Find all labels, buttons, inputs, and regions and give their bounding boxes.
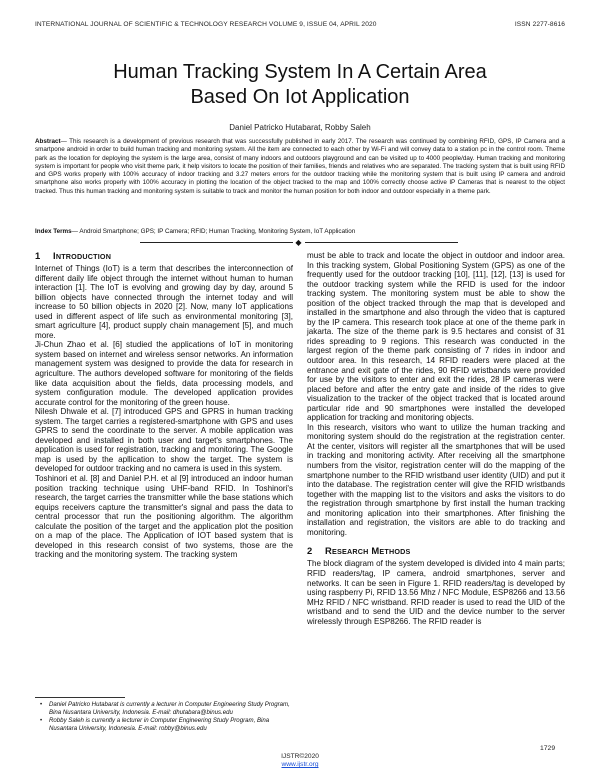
index-terms-text: — Android Smartphone; GPS; IP Camera; RFID; Human Tracking, Monitoring System, IoT Application (71, 228, 356, 235)
page-number: 1729 (540, 745, 556, 752)
right-column (307, 251, 565, 626)
page-footer (250, 753, 350, 769)
section-number: 2 (307, 545, 313, 557)
paragraph: Toshinori et al. [8] and Daniel P.H. et al [9] introduced an indoor human position tracking technique using UHF-band RFID. In Toshinori's research, the target carries the transmitter while the base stations which equips receivers capture the transmitter's signal and pass the data to central processor that run the positioning algorithm. The algorithm calculate the position of the target and the application plot the position on a map of the place. The Application of IOT based system that is developed in this research consist of two systems, those are the tracking and the monitoring system. The tracking system (35, 474, 293, 560)
paragraph: Internet of Things (IoT) is a term that describes the interconnection of different daily life object through the internet without human to human interaction [1]. The IoT is evolving and growing day by day, around 5 billion objects have connected through the internet today and will increase to 50 billion objects in 2020 [2]. Now, many IoT applications used in different aspect of life such as environmental monitoring [3], smart agriculture [4], product supply chain management [5], and much more. (35, 264, 293, 340)
paragraph: The block diagram of the system developed is divided into 4 main parts; RFID readers/tag, IP camera, android smartphones, server and networks. It can be seen in Figure 1. RFID readers/tag is developed by using raspberry Pi, RFID 13.56 Mhz / NFC Module, ESP8266 and 13.56 MHz RFID / NFC wristband. RFID reader is used to read the UID of the wristband and to send the UID and the device number to the server wirelessly through ESP8266. The RFID reader is (307, 559, 565, 626)
section-title-rest-2: ETHODS (379, 547, 411, 557)
left-column (35, 248, 293, 560)
title-line-2: Based On Iot Application (190, 86, 410, 108)
issn-number: ISSN 2277-8616 (514, 21, 565, 28)
section-heading-research-methods (307, 545, 565, 558)
bullet-icon: • (40, 717, 43, 724)
paper-title (40, 60, 560, 110)
paragraph: Ji-Chun Zhao et al. [6] studied the applications of IoT in monitoring system based on internet and wireless sensor networks. An information management system was designed to provide the data for research in agriculture. The authors developed software for monitoring of the fields like data acquisition about the fields, data processing models, and system configuration module. The developed application provides accurate control for the monitoring of the green house. (35, 340, 293, 407)
footnote-text: Daniel Patricko Hutabarat is currently a lecturer in Computer Engineering Study Program, Bina Nusantara University, Indonesia. E-mail: dhutabara@binus.edu (49, 701, 290, 716)
title-line-1: Human Tracking System In A Certain Area (113, 61, 487, 83)
footnote-item (40, 701, 292, 716)
section-number: 1 (35, 250, 41, 261)
divider-line-right (305, 242, 458, 243)
section-title-rest: NTRODUCTION (55, 252, 112, 261)
abstract-label: Abstract (35, 138, 61, 145)
copyright-text: IJSTR©2020 (281, 753, 319, 760)
section-title-initial: R (325, 545, 332, 557)
journal-header (35, 21, 565, 28)
section-title-rest: ESEARCH (331, 547, 369, 557)
bullet-icon: • (40, 701, 43, 708)
abstract-text: — This research is a development of previous research that was successfully published in early 2017. The research was continued by combining RFID, GPS, IP Camera and a smartpone android in order to build human tracking and monitoring system. All the item are connected to each other by Wi-Fi and will convey data to a station pc in the control room. Theme park as the location for deploying the system is the large area, consist of many indoors and outdoors playground and can be visited up to 4000 people/day. Human tracking and monitoring system is important for people who visit theme park, it help visitors to locate the position of their families, friends and relatives who are separated. The tracking system that is built using RFID and GPS works properly with 100% accuracy of indoor tracking and 3.27 meters errors for the outdoor tracking while the monitoring system that is built using IP camera and android smartphone also works properly with 100% accuracy in plotting the location of the object tracked to the map and 100% correctly choose active IP Cameras that is nearest to the object tracked. Thus this human tracking and monitoring system is suitable to track and monitor the human position for both indoor and outdoor especially in a theme park. (35, 138, 565, 195)
paragraph: In this research, visitors who want to utilize the human tracking and monitoring system should do the registration at the registration center. At the center, visitors will register all the smartphones that will be used in tracking and monitoring activity. After receiving all the smartphone numbers from the visitor, registration center will do the mapping of the smartphone number to the RFID wristband user identity (UID) and put it into the database. The registration center will give the RFID wristbands together with the mapping list to the visitors and asks the visitors to do the registration through smartphone by first install the human tracking and monitoring aplication into their smartphones. After finishing the installation and registration, the visitors are able to do tracking and monitoring. (307, 422, 565, 537)
footnote-text: Robby Saleh is currently a lecturer in Computer Engineering Study Program, Bina Nusantara University, Indonesia. E-mail: robby@binus.edu (49, 717, 270, 732)
footnote-rule (35, 697, 125, 698)
footnote-item (40, 717, 292, 732)
index-terms (35, 228, 565, 236)
footnotes (40, 701, 292, 733)
abstract (35, 138, 565, 196)
diamond-icon: ◆ (295, 238, 302, 247)
journal-name: INTERNATIONAL JOURNAL OF SCIENTIFIC & TECHNOLOGY RESEARCH VOLUME 9, ISSUE 04, APRIL 2020 (35, 21, 377, 28)
website-link[interactable]: www.ijstr.org (281, 761, 319, 768)
section-heading-introduction (35, 250, 293, 263)
author-list: Daniel Patricko Hutabarat, Robby Saleh (229, 123, 371, 132)
index-terms-label: Index Terms (35, 228, 72, 235)
section-title-initial: I (53, 250, 56, 261)
divider-line-left (140, 242, 293, 243)
paragraph: must be able to track and locate the object in outdoor and indoor area. In this tracking system, Global Positioning System (GPS) as one of the frequently used for the outdoor tracking [10], [11], [12], [13] is used for the outdoor tracking system while the RFID is used for the indoor tracking system. The monitoring system must be able to show the position of the object tracked through the map that is developed and installed in the smartphone and also through the video that is captured by the IP camera. This research took place at one of the theme park in jakarta. The size of the theme park is 9.5 hectares and consist of 31 rides spreading to 9 regions. This research was conducted in the largest region of the theme park consisting of 7 rides in indoor and outdoor area. In this research, 14 RFID readers were placed at the entrance and exit gate of the rides, 90 RFID wristbands were provided for use by the visitors to enter and exit the rides, 28 IP cameras were placed before and after the entry gate and inside of the rides to give visualization to the tracker of the object tracked that is located around particular ride and 90 smartphones were installed the developed application for tracking and monitoring objects. (307, 251, 565, 423)
section-title-initial-2: M (371, 545, 380, 557)
paragraph: Nilesh Dhwale et al. [7] introduced GPS and GPRS in human tracking system. The target carries a registered-smartphone with GPS and uses GPRS to send the coordinate to the server. A mobile application was developed and installed in both user and target's smartphones. The application is used for registration, tracking and monitoring. The Google map is used by the apllication to show the target. The system is developed for outdoor tracking and no camera is used in this system. (35, 407, 293, 474)
